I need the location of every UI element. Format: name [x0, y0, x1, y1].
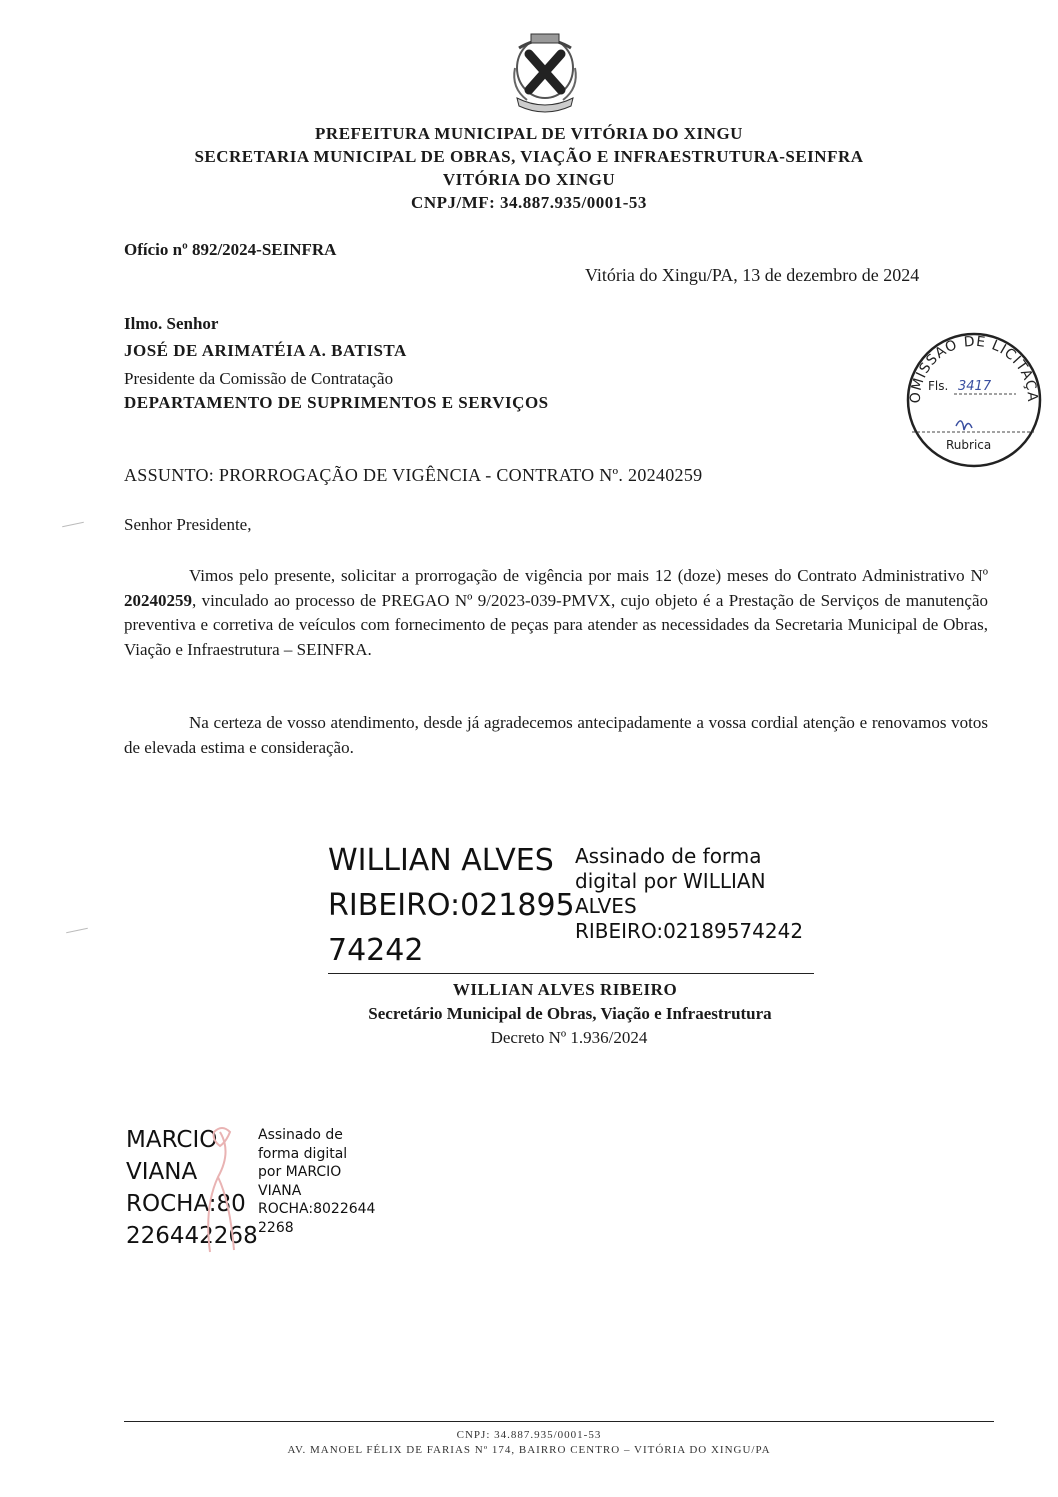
- municipal-crest-logo: [505, 28, 585, 116]
- footer-rule: [124, 1421, 994, 1422]
- signature-2-detail: por MARCIO: [258, 1164, 342, 1180]
- recipient-name: JOSÉ DE ARIMATÉIA A. BATISTA: [124, 341, 407, 360]
- recipient-department: DEPARTAMENTO DE SUPRIMENTOS E SERVIÇOS: [124, 393, 549, 412]
- header-secretaria: SECRETARIA MUNICIPAL DE OBRAS, VIAÇÃO E INFRAESTRUTURA-SEINFRA: [194, 147, 864, 166]
- signature-1-detail: digital por WILLIAN: [575, 869, 766, 893]
- body-paragraph-1: [124, 564, 988, 662]
- contract-number-bold: 20240259: [124, 590, 192, 610]
- signature-1-line-rule: [328, 973, 814, 974]
- signer-name: WILLIAN ALVES RIBEIRO: [452, 980, 678, 999]
- signature-1-detail: RIBEIRO:02189574242: [575, 919, 804, 943]
- signature-2-detail: Assinado de: [258, 1127, 343, 1143]
- stamp-rubrica-label: Rubrica: [946, 438, 992, 452]
- signature-2-small-text: [258, 1126, 375, 1237]
- pdf-signature-ribbon-icon: [190, 1122, 260, 1262]
- recipient-salutation: Ilmo. Senhor: [124, 314, 219, 333]
- signature-2-line: VIANA: [126, 1159, 198, 1185]
- stamp-fls-label: Fls.: [928, 379, 949, 393]
- footer-address: AV. MANOEL FÉLIX DE FARIAS Nº 174, BAIRRO CENTRO – VITÓRIA DO XINGU/PA: [287, 1444, 771, 1456]
- margin-mark: [62, 522, 84, 528]
- signature-1-line: RIBEIRO:021895: [328, 888, 575, 923]
- signature-2-detail: 2268: [258, 1219, 294, 1236]
- stamp-ring-text: OMISSÃO DE LICITAÇÃ: [907, 333, 1041, 404]
- body-paragraph-2: [124, 711, 988, 760]
- comissao-licitacao-stamp: [898, 322, 1050, 472]
- paragraph-1-text-a: Vimos pelo presente, solicitar a prorrogação de vigência por mais 12 (doze) meses do Contrato Administrativo Nº: [189, 566, 988, 585]
- footer-cnpj: CNPJ: 34.887.935/0001-53: [456, 1429, 602, 1441]
- header-city: VITÓRIA DO XINGU: [442, 170, 616, 189]
- signer-decree: Decreto Nº 1.936/2024: [490, 1028, 648, 1047]
- signature-1-small-text: [575, 844, 803, 944]
- signature-1-big-text: [328, 838, 575, 973]
- signature-2-line: MARCIO: [126, 1127, 218, 1153]
- signature-1-detail: Assinado de forma: [575, 844, 762, 868]
- stamp-fls-value: 3417: [958, 379, 992, 394]
- recipient-role: Presidente da Comissão de Contratação: [124, 369, 394, 388]
- signature-1-line: WILLIAN ALVES: [328, 843, 554, 878]
- signature-2-line: 226442268: [126, 1223, 258, 1249]
- paragraph-2-text: Na certeza de vosso atendimento, desde já agradecemos antecipadamente a vossa cordial atenção e renovamos votos de elevada estima e consideração.: [124, 713, 988, 757]
- greeting: Senhor Presidente,: [124, 515, 252, 534]
- signature-1-detail: ALVES: [575, 894, 637, 918]
- signature-2-detail: ROCHA:8022644: [258, 1201, 376, 1217]
- signature-1-line: 74242: [328, 933, 424, 968]
- oficio-number: Ofício nº 892/2024-SEINFRA: [124, 240, 337, 259]
- margin-mark: [66, 928, 88, 934]
- header-prefeitura: PREFEITURA MUNICIPAL DE VITÓRIA DO XINGU: [315, 124, 743, 143]
- header-cnpj: CNPJ/MF: 34.887.935/0001-53: [411, 193, 647, 212]
- paragraph-1-text-b: , vinculado ao processo de PREGAO Nº 9/2023-039-PMVX, cujo objeto é a Prestação de Serviços de manutenção preventiva e corretiva de veículos com fornecimento de peças para atender as necessidades da Secretaria Municipal de Obras, Viação e Infraestrutura – SEINFRA.: [124, 590, 988, 659]
- signature-2-detail: forma digital: [258, 1145, 348, 1162]
- date-line: Vitória do Xingu/PA, 13 de dezembro de 2024: [585, 265, 920, 285]
- signature-2-detail: VIANA: [258, 1182, 302, 1199]
- subject-line: ASSUNTO: PRORROGAÇÃO DE VIGÊNCIA - CONTRATO Nº. 20240259: [124, 465, 703, 485]
- signature-2-line: ROCHA:80: [126, 1191, 246, 1217]
- signer-title: Secretário Municipal de Obras, Viação e Infraestrutura: [368, 1004, 772, 1023]
